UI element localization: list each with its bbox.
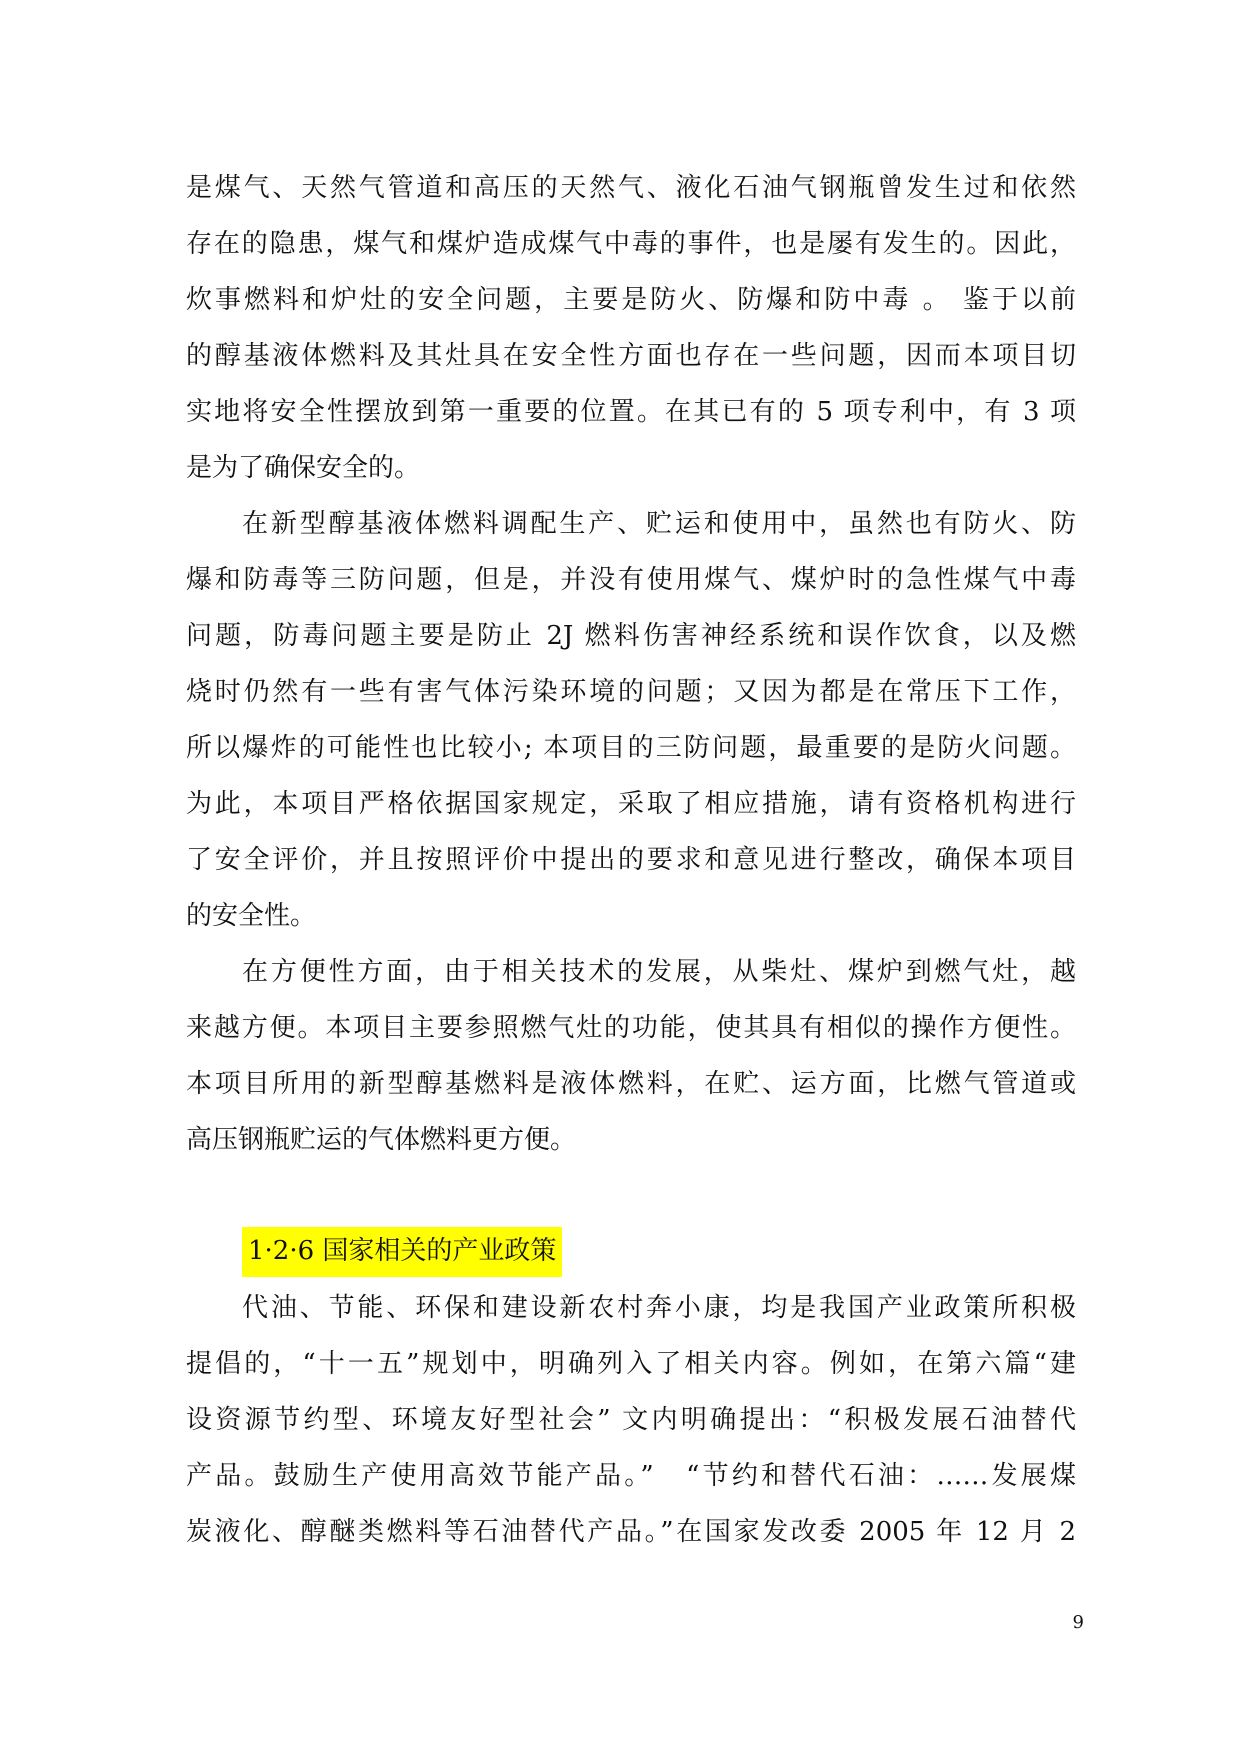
paragraph-safety-risks xyxy=(186,160,1076,496)
text-line: 炊事燃料和炉灶的安全问题，主要是防火、防爆和防中毒 。 鉴于以前 xyxy=(186,285,1076,315)
page-content xyxy=(186,160,1076,1560)
text-line: 在新型醇基液体燃料调配生产、贮运和使用中，虽然也有防火、防 xyxy=(242,509,1076,539)
text-line: 的安全性。 xyxy=(186,901,317,931)
text-line: 所以爆炸的可能性也比较小; 本项目的三防问题，最重要的是防火问题。 xyxy=(186,733,1076,763)
section-heading: 1·2·6 国家相关的产业政策 xyxy=(242,1227,562,1277)
text-line: 炭液化、醇醚类燃料等石油替代产品。”在国家发改委 2005 年 12 月 2 xyxy=(186,1517,1076,1547)
text-line: 问题，防毒问题主要是防止 2J 燃料伤害神经系统和误作饮食，以及燃 xyxy=(186,621,1076,651)
text-line: 实地将安全性摆放到第一重要的位置。在其已有的 5 项专利中，有 3 项 xyxy=(186,397,1076,427)
text-line: 在方便性方面，由于相关技术的发展，从柴灶、煤炉到燃气灶，越 xyxy=(242,957,1076,987)
text-line: 高压钢瓶贮运的气体燃料更方便。 xyxy=(186,1125,577,1155)
text-line: 存在的隐患，煤气和煤炉造成煤气中毒的事件，也是屡有发生的。因此， xyxy=(186,229,1076,259)
text-line: 是为了确保安全的。 xyxy=(186,453,421,483)
text-line: 代油、节能、环保和建设新农村奔小康，均是我国产业政策所积极 xyxy=(242,1293,1076,1323)
paragraph-industry-policy xyxy=(186,1280,1076,1560)
text-line: 爆和防毒等三防问题，但是，并没有使用煤气、煤炉时的急性煤气中毒 xyxy=(186,565,1076,595)
text-line: 了安全评价，并且按照评价中提出的要求和意见进行整改，确保本项目 xyxy=(186,845,1076,875)
section-heading-row xyxy=(186,1224,1076,1280)
text-line: 是煤气、天然气管道和高压的天然气、液化石油气钢瓶曾发生过和依然 xyxy=(186,173,1076,203)
page-number: 9 xyxy=(1072,1612,1084,1633)
paragraph-spacer xyxy=(186,1168,1076,1224)
paragraph-convenience xyxy=(186,944,1076,1168)
text-line: 产品。鼓励生产使用高效节能产品。” “节约和替代石油：……发展煤 xyxy=(186,1461,1076,1491)
text-line: 来越方便。本项目主要参照燃气灶的功能，使其具有相似的操作方便性。 xyxy=(186,1013,1076,1043)
text-line: 烧时仍然有一些有害气体污染环境的问题；又因为都是在常压下工作， xyxy=(186,677,1076,707)
text-line: 提倡的，“十一五”规划中，明确列入了相关内容。例如，在第六篇“建 xyxy=(186,1349,1076,1379)
text-line: 为此，本项目严格依据国家规定，采取了相应措施，请有资格机构进行 xyxy=(186,789,1076,819)
text-line: 设资源节约型、环境友好型社会” 文内明确提出：“积极发展石油替代 xyxy=(186,1405,1076,1435)
paragraph-three-protections xyxy=(186,496,1076,944)
text-line: 的醇基液体燃料及其灶具在安全性方面也存在一些问题，因而本项目切 xyxy=(186,341,1076,371)
text-line: 本项目所用的新型醇基燃料是液体燃料，在贮、运方面，比燃气管道或 xyxy=(186,1069,1076,1099)
